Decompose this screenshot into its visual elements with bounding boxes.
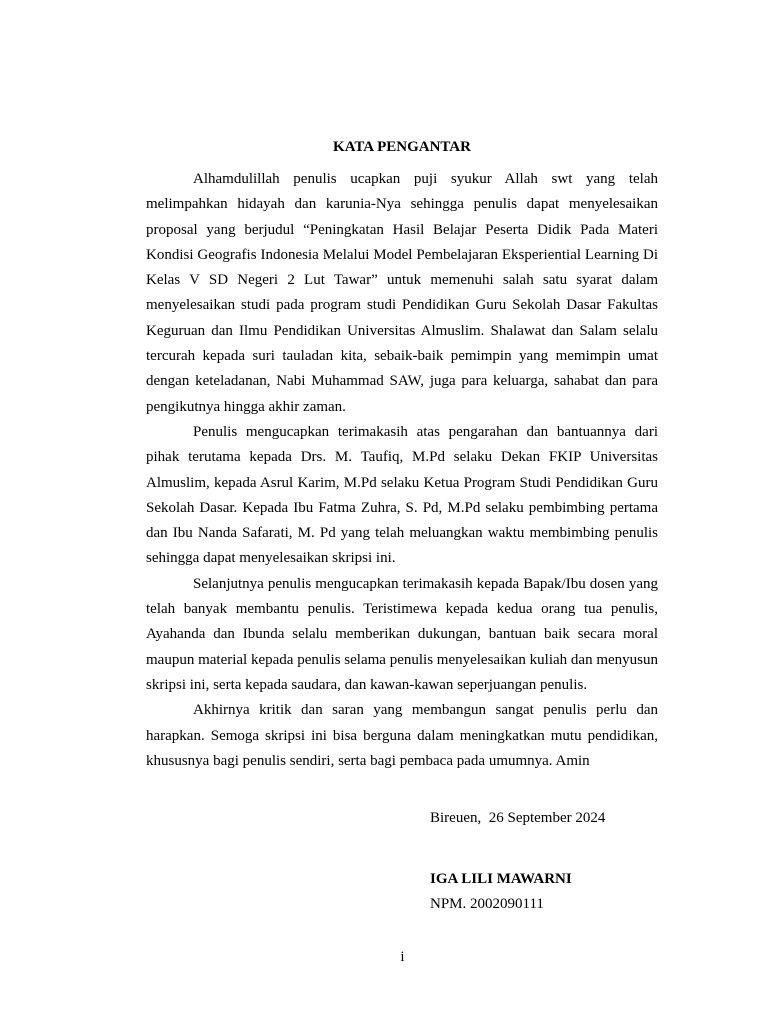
paragraph-1: Alhamdulillah penulis ucapkan puji syukur Allah swt yang telah melimpahkan hidayah dan karunia-Nya sehingga penulis dapat menyelesaikan proposal yang berjudul “Peningkatan Hasil Belajar Peserta Didik Pada Materi Kondisi Geografis Indonesia Melalui Model Pembelajaran Eksperiential Learning Di Kelas V SD Negeri 2 Lut Tawar” untuk memenuhi salah satu syarat dalam menyelesaikan studi pada program studi Pendidikan Guru Sekolah Dasar Fakultas Keguruan dan Ilmu Pendidikan Universitas Almuslim. Shalawat dan Salam selalu tercurah kepada suri tauladan kita, sebaik-baik pemimpin yang memimpin umat dengan keteladanan, Nabi Muhammad SAW, juga para keluarga, sahabat dan para pengikutnya hingga akhir zaman. — [146, 171, 658, 415]
signature-npm: NPM. 2002090111 — [430, 896, 544, 912]
signature-name: IGA LILI MAWARNI — [430, 871, 572, 887]
paragraph-3: Selanjutnya penulis mengucapkan terimakasih kepada Bapak/Ibu dosen yang telah banyak membantu penulis. Teristimewa kepada kedua orang tua penulis, Ayahanda dan Ibunda selalu memberikan dukungan, bantuan baik secara moral maupun material kepada penulis selama penulis menyelesaikan kuliah dan menyusun skripsi ini, serta kepada saudara, dan kawan-kawan seperjuangan penulis. — [146, 575, 658, 693]
paragraph-4: Akhirnya kritik dan saran yang membangun sangat penulis perlu dan harapkan. Semoga skripsi ini bisa berguna dalam meningkatkan mutu pendidikan, khususnya bagi penulis sendiri, serta bagi pembaca pada umumnya. Amin — [146, 702, 658, 769]
document-body — [146, 167, 658, 774]
signature-place-date: Bireuen, 26 September 2024 — [430, 810, 606, 826]
paragraph-2: Penulis mengucapkan terimakasih atas pengarahan dan bantuannya dari pihak terutama kepada Drs. M. Taufiq, M.Pd selaku Dekan FKIP Universitas Almuslim, kepada Asrul Karim, M.Pd selaku Ketua Program Studi Pendidikan Guru Sekolah Dasar. Kepada Ibu Fatma Zuhra, S. Pd, M.Pd selaku pembimbing pertama dan Ibu Nanda Safarati, M. Pd yang telah meluangkan waktu membimbing penulis sehingga dapat menyelesaikan skripsi ini. — [146, 423, 658, 567]
page-title: KATA PENGANTAR — [333, 139, 471, 155]
page-number: i — [400, 949, 405, 965]
